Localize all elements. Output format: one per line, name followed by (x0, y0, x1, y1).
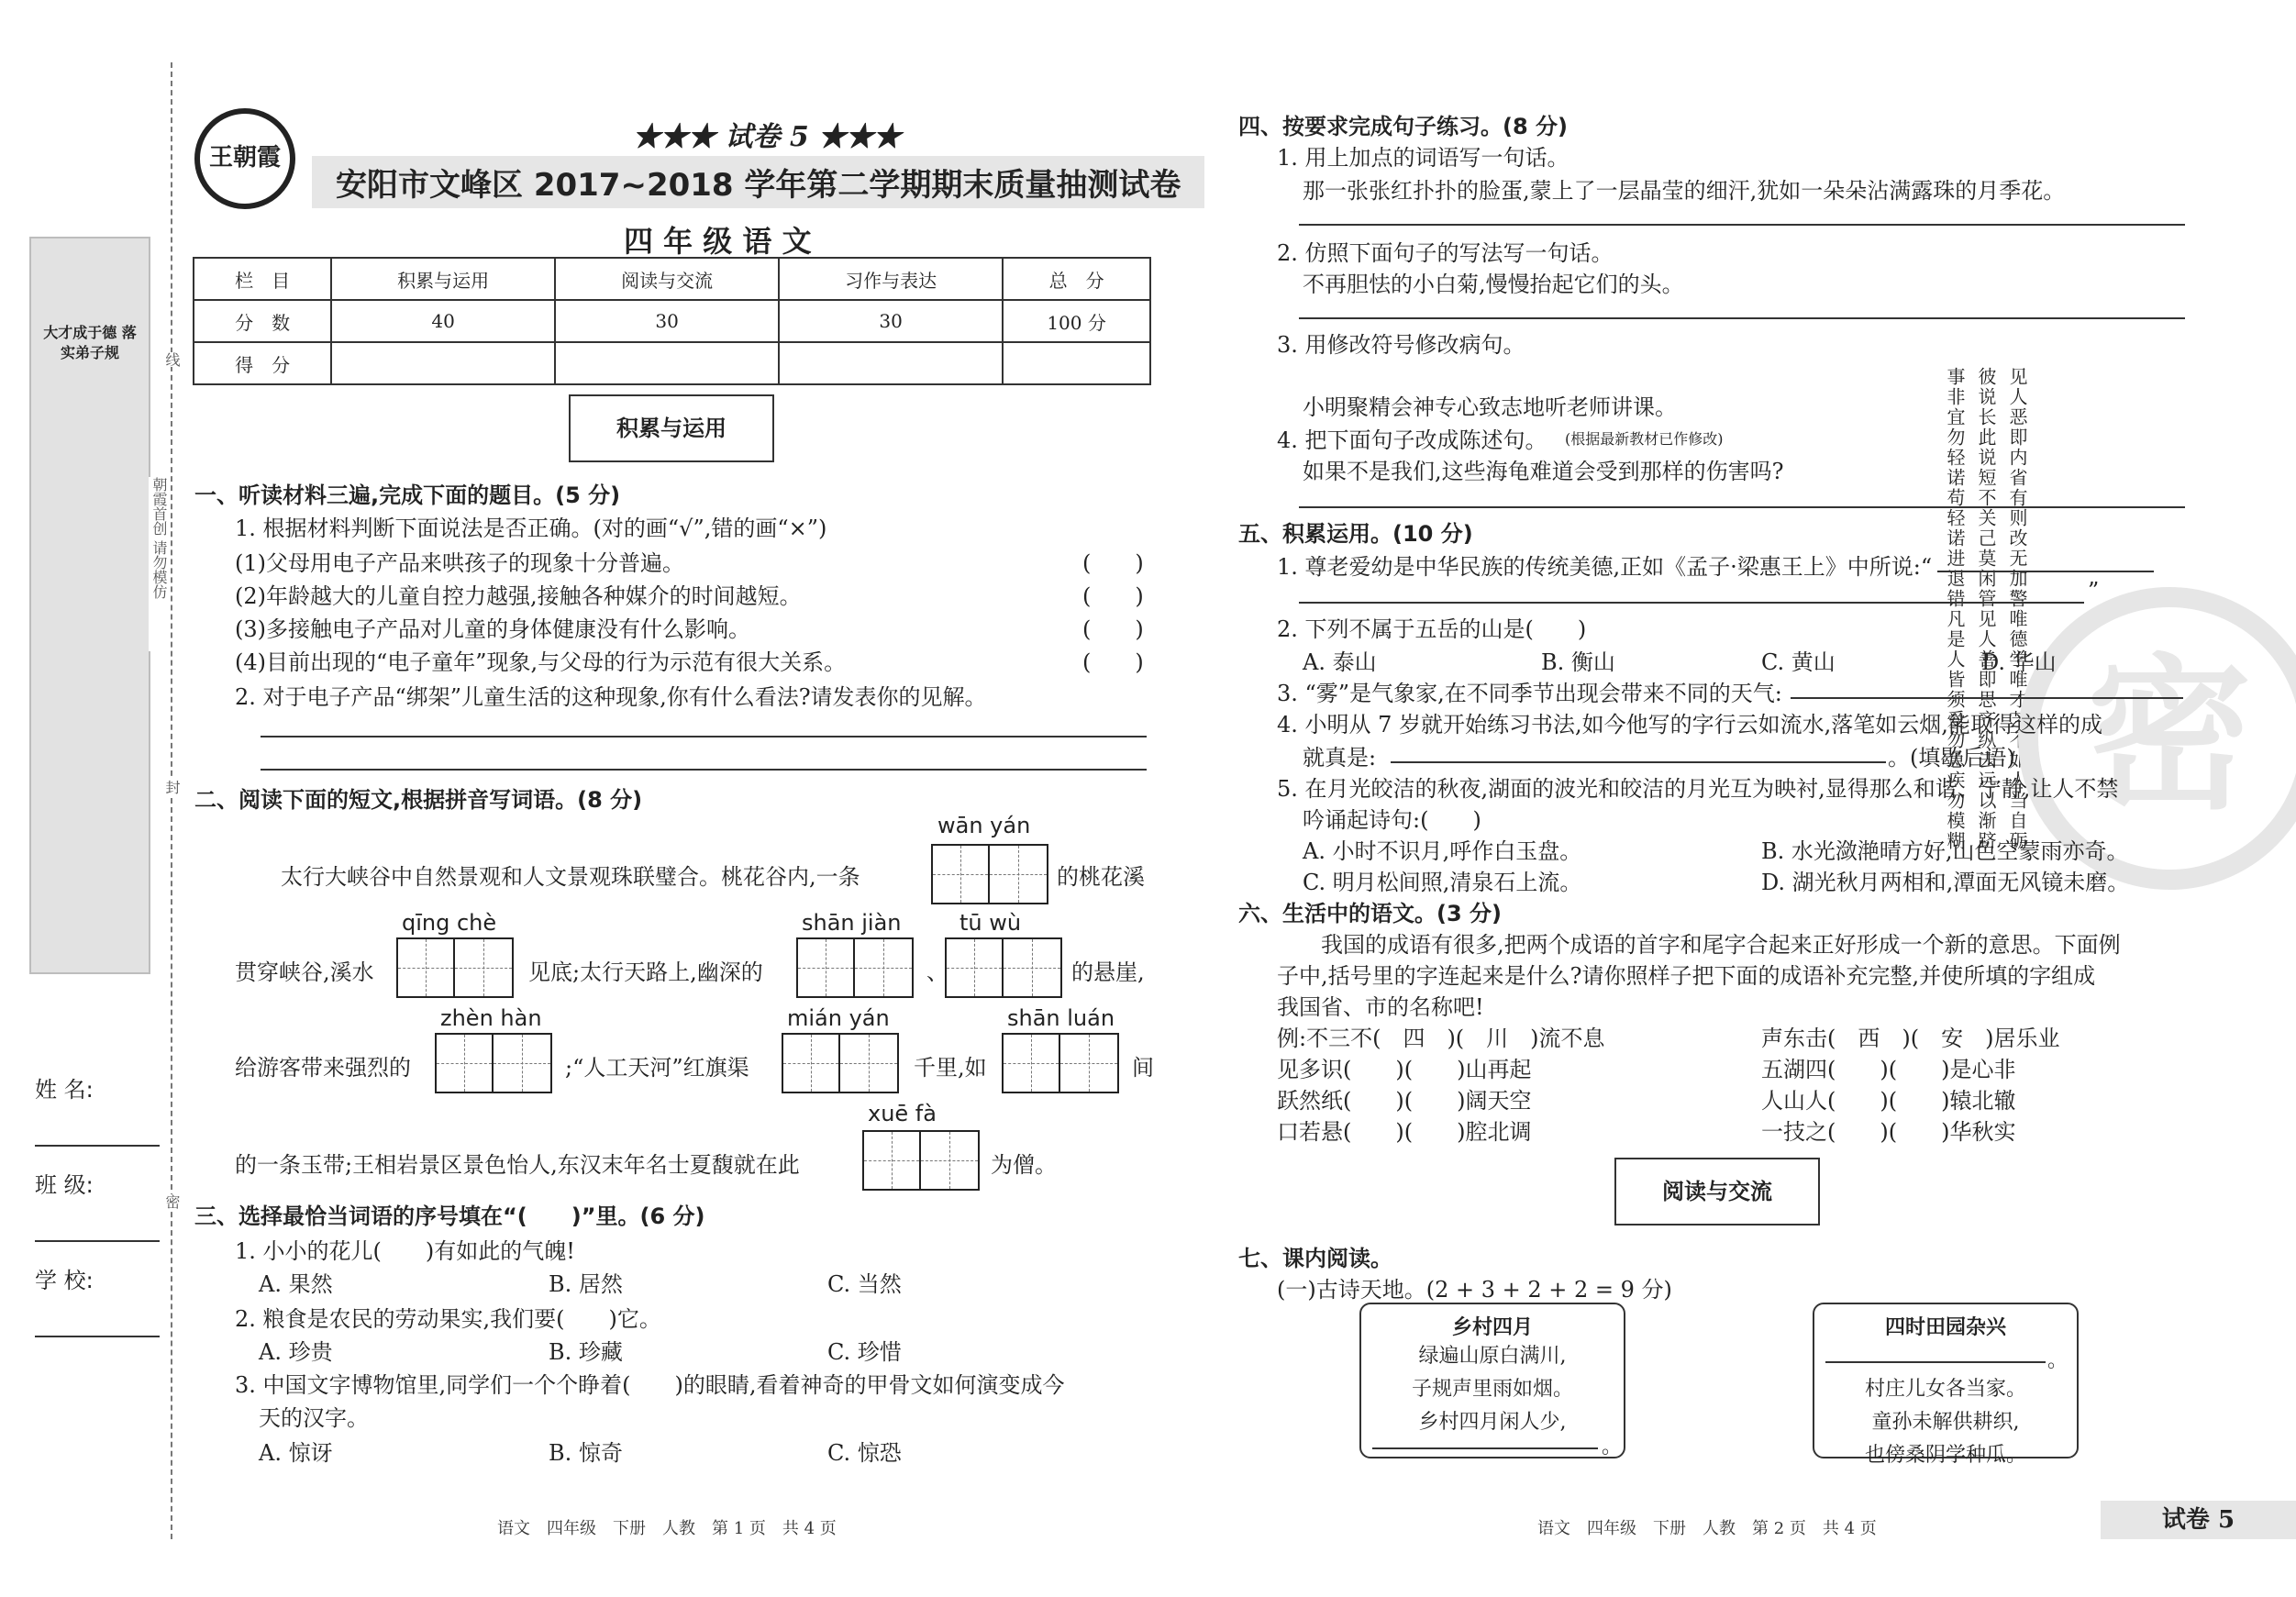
answer-paren[interactable]: ( ) (1082, 583, 1144, 609)
table-cell: 30 (555, 300, 779, 342)
idiom-line: 例:不三不( 四 )( 川 )流不息 (1277, 1026, 1605, 1051)
cut-line (171, 62, 172, 1539)
question-title: 五、积累运用。(10 分) (1238, 521, 1473, 547)
question-text: 1. 根据材料判断下面说法是否正确。(对的画“√”,错的画“×”) (235, 516, 827, 541)
answer-line[interactable] (261, 736, 1147, 738)
score-input-cell[interactable] (555, 342, 779, 384)
tian-grid[interactable] (396, 937, 514, 998)
score-input-cell[interactable] (779, 342, 1003, 384)
question-item: (1)父母用电子产品来哄孩子的现象十分普遍。 (235, 550, 684, 576)
motto-column: 事非宜勿轻诺苟轻诺进退错凡是人皆须爱勿急疾勿模糊 (1944, 367, 1966, 851)
option[interactable]: C. 当然 (827, 1271, 902, 1297)
question-note: (根据最新教材已作修改) (1565, 430, 1724, 448)
tian-grid[interactable] (862, 1130, 980, 1191)
question-text: 那一张张红扑扑的脸蛋,蒙上了一层晶莹的细汗,犹如一朵朵沾满露珠的月季花。 (1303, 178, 2066, 204)
name-label: 姓 名: (35, 1077, 94, 1103)
copyright-note: 朝霞首创 请勿模仿 (149, 477, 169, 651)
question-title: 四、按要求完成句子练习。(8 分) (1238, 114, 1568, 139)
question-text: 1. 小小的花儿( )有如此的气魄! (235, 1238, 575, 1264)
option[interactable]: B. 衡山 (1541, 649, 1615, 675)
poem-line: 也傍桑阴学种瓜。 (1864, 1444, 2026, 1467)
question-item: (2)年龄越大的儿童自控力越强,接触各种媒介的时间越短。 (235, 583, 802, 609)
pinyin-label: mián yán (787, 1005, 890, 1031)
corner-exam-tag: 试卷 5 (2101, 1501, 2296, 1539)
answer-paren[interactable]: ( ) (1082, 649, 1144, 675)
school-line (35, 1336, 160, 1337)
cut-label: 线 (163, 352, 181, 367)
answer-paren[interactable]: ( ) (1082, 550, 1144, 576)
question-text: (一)古诗天地。(2 + 3 + 2 + 2 = 9 分) (1277, 1277, 1672, 1303)
period-mark: 。 (2047, 1349, 2069, 1372)
question-text: 不再胆怯的小白菊,慢慢抬起它们的头。 (1303, 272, 1684, 297)
answer-line[interactable] (1299, 317, 2185, 319)
table-cell: 30 (779, 300, 1003, 342)
table-cell: 分 数 (194, 300, 331, 342)
answer-line[interactable] (1299, 602, 2084, 604)
passage-text: 千里,如 (914, 1055, 987, 1081)
tian-grid[interactable] (931, 844, 1048, 904)
passage-text: 、 (926, 959, 948, 985)
answer-line[interactable] (1372, 1447, 1598, 1449)
poem-title: 乡村四月 (1451, 1316, 1533, 1339)
answer-line[interactable] (1791, 697, 2183, 699)
table-cell: 习作与表达 (779, 258, 1003, 300)
poem-blank-line[interactable] (1814, 1340, 2077, 1373)
option[interactable]: A. 珍贵 (259, 1339, 333, 1365)
page-footer-right: 语文 四年级 下册 人教 第 2 页 共 4 页 (1537, 1519, 1877, 1538)
poem-title: 四时田园杂兴 (1884, 1316, 2006, 1339)
idiom-line[interactable]: 口若悬( )( )腔北调 (1277, 1119, 1532, 1145)
idiom-line[interactable]: 跃然纸( )( )阔天空 (1277, 1088, 1532, 1114)
option[interactable]: B. 水光潋滟晴方好,山色空蒙雨亦奇。 (1761, 838, 2129, 864)
answer-line[interactable] (1299, 224, 2185, 226)
cut-label: 密 (163, 1194, 181, 1209)
pinyin-label: shān jiàn (802, 910, 902, 936)
period-mark: 。 (1602, 1436, 1623, 1458)
table-cell: 总 分 (1003, 258, 1150, 300)
poem-line: 绿遍山原白满川, (1418, 1345, 1567, 1368)
table-cell: 40 (331, 300, 555, 342)
question-title: 一、听读材料三遍,完成下面的题目。(5 分) (194, 482, 621, 508)
question-item: (4)目前出现的“电子童年”现象,与父母的行为示范有很大关系。 (235, 649, 847, 675)
question-title: 六、生活中的语文。(3 分) (1238, 901, 1502, 926)
question-title: 七、课内阅读。 (1238, 1246, 1392, 1271)
idiom-line: 声东击( 西 )( 安 )居乐业 (1761, 1026, 2060, 1051)
pinyin-label: zhèn hàn (440, 1005, 542, 1031)
question-text: 吟诵起诗句:( ) (1303, 807, 1481, 833)
motto-column: 见人恶即内省有则改无加警唯德学唯才艺不如人当自砺 (2006, 367, 2028, 851)
passage-text: 贯穿峡谷,溪水 (235, 959, 374, 985)
question-text: 5. 在月光皎洁的秋夜,湖面的波光和皎洁的月光互为映衬,显得那么和谐、宁静,让人不禁 (1277, 776, 2119, 802)
question-text: 2. 粮食是农民的劳动果实,我们要( )它。 (235, 1306, 661, 1332)
question-text: 小明聚精会神专心致志地听老师讲课。 (1303, 394, 1677, 420)
tian-grid[interactable] (796, 937, 914, 998)
idiom-line[interactable]: 五湖四( )( )是心非 (1761, 1057, 2016, 1082)
cut-label: 封 (163, 780, 181, 794)
table-row (194, 342, 1150, 384)
passage-text: 的悬崖, (1071, 959, 1145, 985)
pinyin-label: qīng chè (402, 910, 497, 936)
option[interactable]: B. 珍藏 (549, 1339, 623, 1365)
question-text: 4. 小明从 7 岁就开始练习书法,如今他写的字行云如流水,落笔如云烟,能取得这样的成 (1277, 712, 2102, 738)
passage-text: 间 (1132, 1055, 1154, 1081)
school-label: 学 校: (35, 1268, 94, 1293)
pinyin-label: xuē fà (868, 1101, 937, 1126)
passage-text: ;“人工天河”红旗渠 (565, 1055, 749, 1081)
option[interactable]: B. 居然 (549, 1271, 623, 1297)
option[interactable]: D. 湖光秋月两相和,潭面无风镜未磨。 (1761, 870, 2130, 895)
option[interactable]: C. 明月松间照,清泉石上流。 (1303, 870, 1582, 895)
answer-line[interactable] (1937, 571, 2154, 572)
answer-paren[interactable]: ( ) (1082, 616, 1144, 642)
poem-card (1813, 1303, 2079, 1467)
option[interactable]: D. 华山 (1981, 649, 2057, 675)
score-table (193, 257, 1151, 385)
table-cell: 积累与运用 (331, 258, 555, 300)
passage-text: 的一条玉带;王相岩景区景色怡人,东汉末年名士夏馥就在此 (235, 1152, 800, 1178)
motto-column: 彼说长此说短不关己莫闲管见人善即思齐纵去远以渐跻 (1975, 367, 1997, 851)
question-item: (3)多接触电子产品对儿童的身体健康没有什么影响。 (235, 616, 750, 642)
tian-grid[interactable] (782, 1033, 899, 1093)
option[interactable]: C. 惊恐 (827, 1440, 902, 1466)
score-input-cell[interactable] (1003, 342, 1150, 384)
idiom-line[interactable]: 人山人( )( )辕北辙 (1761, 1088, 2016, 1114)
question-text: 3. 用修改符号修改病句。 (1277, 332, 1525, 358)
exam-tag: ★★★ 试卷 5 ★★★ (633, 121, 902, 153)
exam-title: 安阳市文峰区 2017~2018 学年第二学期期末质量抽测试卷 (312, 156, 1204, 208)
question-text: 1. 尊老爱幼是中华民族的传统美德,正如《孟子·梁惠王上》中所说:“ (1277, 554, 1933, 580)
passage-text: 给游客带来强烈的 (235, 1055, 411, 1081)
motto-text: 大才成于德 落实弟子规 (43, 324, 137, 361)
idiom-line[interactable]: 见多识( )( )山再起 (1277, 1057, 1532, 1082)
poem-line: 子规声里雨如烟。 (1411, 1378, 1573, 1401)
table-cell: 得 分 (194, 342, 331, 384)
question-text: 我国的成语有很多,把两个成语的首字和尾字合起来正好形成一个新的意思。下面例 (1321, 932, 2121, 958)
brand-logo: 王朝霞 (194, 108, 295, 209)
passage-text: 的桃花溪 (1057, 864, 1145, 890)
table-cell: 阅读与交流 (555, 258, 779, 300)
class-line (35, 1240, 160, 1242)
question-text: 子中,括号里的字连起来是什么?请你照样子把下面的成语补充完整,并使所填的字组成 (1277, 963, 2096, 989)
question-text: 就真是: (1303, 745, 1377, 771)
poem-card (1359, 1303, 1625, 1458)
question-text: 2. 下列不属于五岳的山是( ) (1277, 616, 1587, 642)
answer-line[interactable] (1299, 506, 2185, 508)
question-text: 3. 中国文字博物馆里,同学们一个个睁着( )的眼睛,看着神奇的甲骨文如何演变成今 (235, 1372, 1065, 1398)
table-cell: 100 分 (1003, 300, 1150, 342)
question-text: 2. 仿照下面句子的写法写一句话。 (1277, 240, 1614, 266)
pinyin-label: wān yán (937, 813, 1031, 838)
table-row (194, 300, 1150, 342)
table-row (194, 258, 1150, 300)
question-text: ” (2088, 578, 2100, 604)
poem-line: 童孙未解供耕织, (1871, 1411, 2020, 1434)
section-banner-accumulation: 积累与运用 (569, 394, 774, 462)
question-text: 4. 把下面句子改成陈述句。 (1277, 427, 1547, 453)
confidential-stamp: 密 (2018, 587, 2296, 890)
question-text: 天的汉字。 (259, 1405, 369, 1431)
answer-line[interactable] (1391, 761, 1886, 763)
score-input-cell[interactable] (331, 342, 555, 384)
page-footer-left: 语文 四年级 下册 人教 第 1 页 共 4 页 (497, 1519, 837, 1538)
option[interactable]: A. 小时不识月,呼作白玉盘。 (1303, 838, 1582, 864)
question-text: 2. 对于电子产品“绑架”儿童生活的这种现象,你有什么看法?请发表你的见解。 (235, 684, 987, 710)
answer-line[interactable] (1825, 1361, 2046, 1363)
poem-line: 村庄儿女各当家。 (1864, 1378, 2026, 1401)
question-text: 。(填歇后语) (1888, 745, 2015, 771)
answer-line[interactable] (261, 769, 1147, 771)
pinyin-label: tū wù (959, 910, 1022, 936)
tian-grid[interactable] (1002, 1033, 1119, 1093)
question-title: 二、阅读下面的短文,根据拼音写词语。(8 分) (194, 787, 643, 813)
idiom-line[interactable]: 一技之( )( )华秋实 (1761, 1119, 2016, 1145)
tian-grid[interactable] (945, 937, 1062, 998)
option[interactable]: C. 黄山 (1761, 649, 1836, 675)
section-banner-reading: 阅读与交流 (1614, 1158, 1820, 1225)
question-text: 3. “雾”是气象家,在不同季节出现会带来不同的天气: (1277, 681, 1782, 706)
option[interactable]: B. 惊奇 (549, 1440, 623, 1466)
option[interactable]: A. 泰山 (1303, 649, 1377, 675)
poem-line: 乡村四月闲人少, (1418, 1411, 1567, 1434)
passage-text: 见底;太行天路上,幽深的 (528, 959, 763, 985)
question-text: 我国省、市的名称吧! (1277, 994, 1484, 1020)
exam-tag-text: 试卷 5 (725, 121, 809, 153)
passage-text: 太行大峡谷中自然景观和人文景观珠联璧合。桃花谷内,一条 (281, 864, 860, 890)
question-title: 三、选择最恰当词语的序号填在“( )”里。(6 分) (194, 1203, 705, 1229)
name-line (35, 1145, 160, 1147)
option[interactable]: A. 果然 (259, 1271, 333, 1297)
tian-grid[interactable] (435, 1033, 552, 1093)
passage-text: 为僧。 (991, 1152, 1057, 1178)
question-text: 1. 用上加点的词语写一句话。 (1277, 145, 1569, 171)
pinyin-label: shān luán (1007, 1005, 1115, 1031)
exam-subtitle: 四 年 级 语 文 (624, 224, 812, 259)
question-text: 如果不是我们,这些海龟难道会受到那样的伤害吗? (1303, 459, 1784, 484)
table-cell: 栏 目 (194, 258, 331, 300)
option[interactable]: A. 惊讶 (259, 1440, 333, 1466)
option[interactable]: C. 珍惜 (827, 1339, 902, 1365)
class-label: 班 级: (35, 1172, 94, 1198)
